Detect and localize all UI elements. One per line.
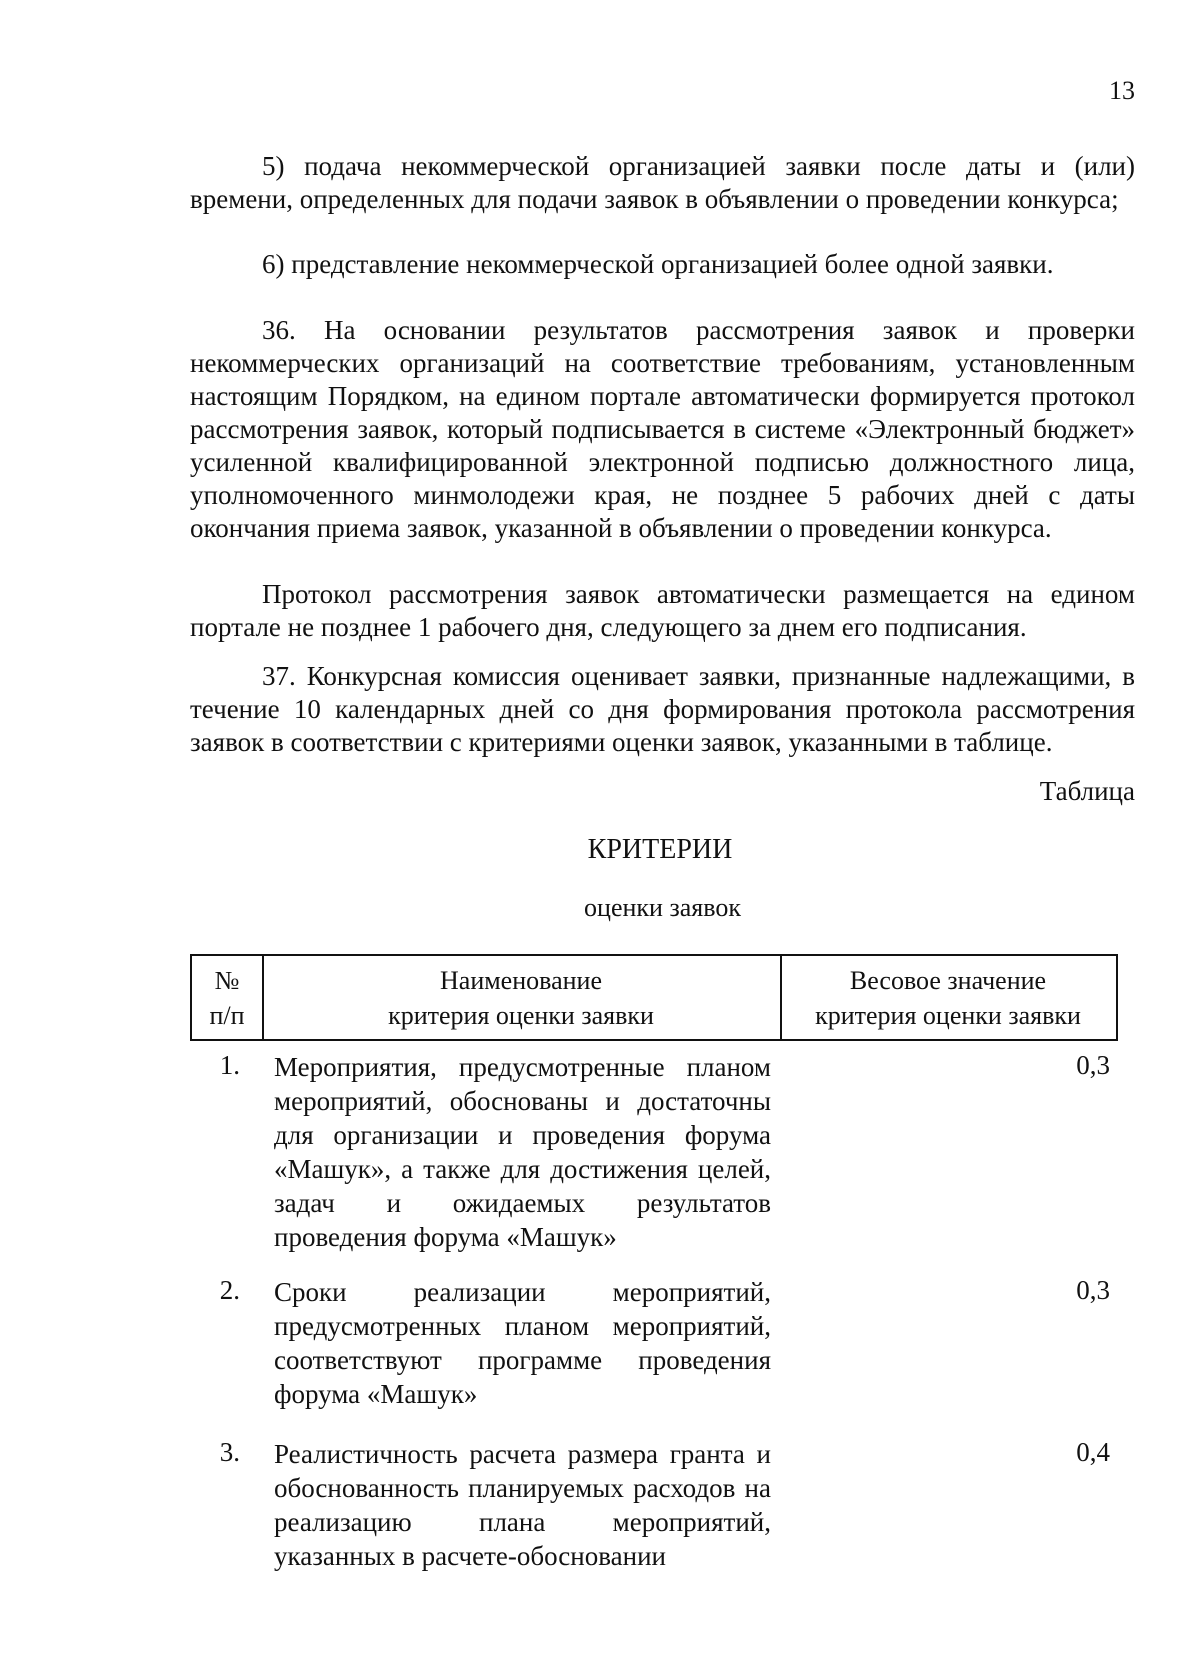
header-num [192, 956, 264, 1039]
header-name-line2: критерия оценки заявки [388, 1000, 654, 1030]
header-name-line1: Наименование [440, 965, 602, 995]
paragraph-text: 36. На основании результатов рассмотрения заявок и проверки некоммерческих организаций на соответствие требованиям, установленным настоящим Порядком, на едином портале автоматически формируется протокол рассмотрения заявок, который подписывается в системе «Электронный бюджет» усиленной квалифицированной электронной подписью должностного лица, уполномоченного минмолодежи края, не позднее 5 рабочих дней с даты окончания приема заявок, указанной в объявлении о проведении конкурса. [190, 315, 1135, 543]
paragraph-37 [190, 660, 1135, 759]
header-num-line2: п/п [209, 1000, 245, 1030]
row-1-weight: 0,3 [1076, 1050, 1110, 1080]
row-2-criterion: Сроки реализации мероприятий, предусмотренных планом мероприятий, соответствуют программе проведения форума «Машук» [274, 1277, 771, 1409]
paragraph-text: 37. Конкурсная комиссия оценивает заявки, признанные надлежащими, в течение 10 календарных дней со дня формирования протокола рассмотрения заявок в соответствии с критериями оценки заявок, указанными в таблице. [190, 661, 1135, 757]
paragraph-item-6 [190, 248, 1135, 281]
page-number: 13 [1109, 76, 1135, 105]
header-name [262, 956, 782, 1039]
row-3-number: 3. [219, 1437, 240, 1467]
row-2-number: 2. [219, 1275, 240, 1305]
paragraph-item-5 [190, 150, 1135, 216]
row-3-weight: 0,4 [1076, 1437, 1110, 1467]
row-1-number: 1. [219, 1050, 240, 1080]
paragraph-text: 5) подача некоммерческой организацией заявки после даты и (или) времени, определенных для подачи заявок в объявлении о проведении конкурса; [190, 151, 1135, 214]
header-num-line1: № [214, 965, 240, 995]
paragraph-protocol [190, 578, 1135, 644]
criteria-subtitle: оценки заявок [584, 893, 741, 922]
paragraph-36 [190, 314, 1135, 545]
header-weight-line2: критерия оценки заявки [815, 1000, 1081, 1030]
criteria-title: КРИТЕРИИ [587, 834, 733, 865]
table-label: Таблица [1039, 776, 1135, 806]
table-header [190, 954, 1118, 1041]
paragraph-text: 6) представление некоммерческой организацией более одной заявки. [262, 249, 1054, 279]
row-3-criterion: Реалистичность расчета размера гранта и обоснованность планируемых расходов на реализацию плана мероприятий, указанных в расчете-обосновании [274, 1439, 771, 1571]
row-1-criterion: Мероприятия, предусмотренные планом мероприятий, обоснованы и достаточны для организации и проведения форума «Машук», а также для достижения целей, задач и ожидаемых результатов проведения форума «Машук» [274, 1052, 771, 1252]
header-weight-line1: Весовое значение [849, 965, 1047, 995]
row-2-weight: 0,3 [1076, 1275, 1110, 1305]
paragraph-text: Протокол рассмотрения заявок автоматически размещается на едином портале не позднее 1 рабочего дня, следующего за днем его подписания. [190, 579, 1135, 642]
header-weight [780, 956, 1116, 1039]
